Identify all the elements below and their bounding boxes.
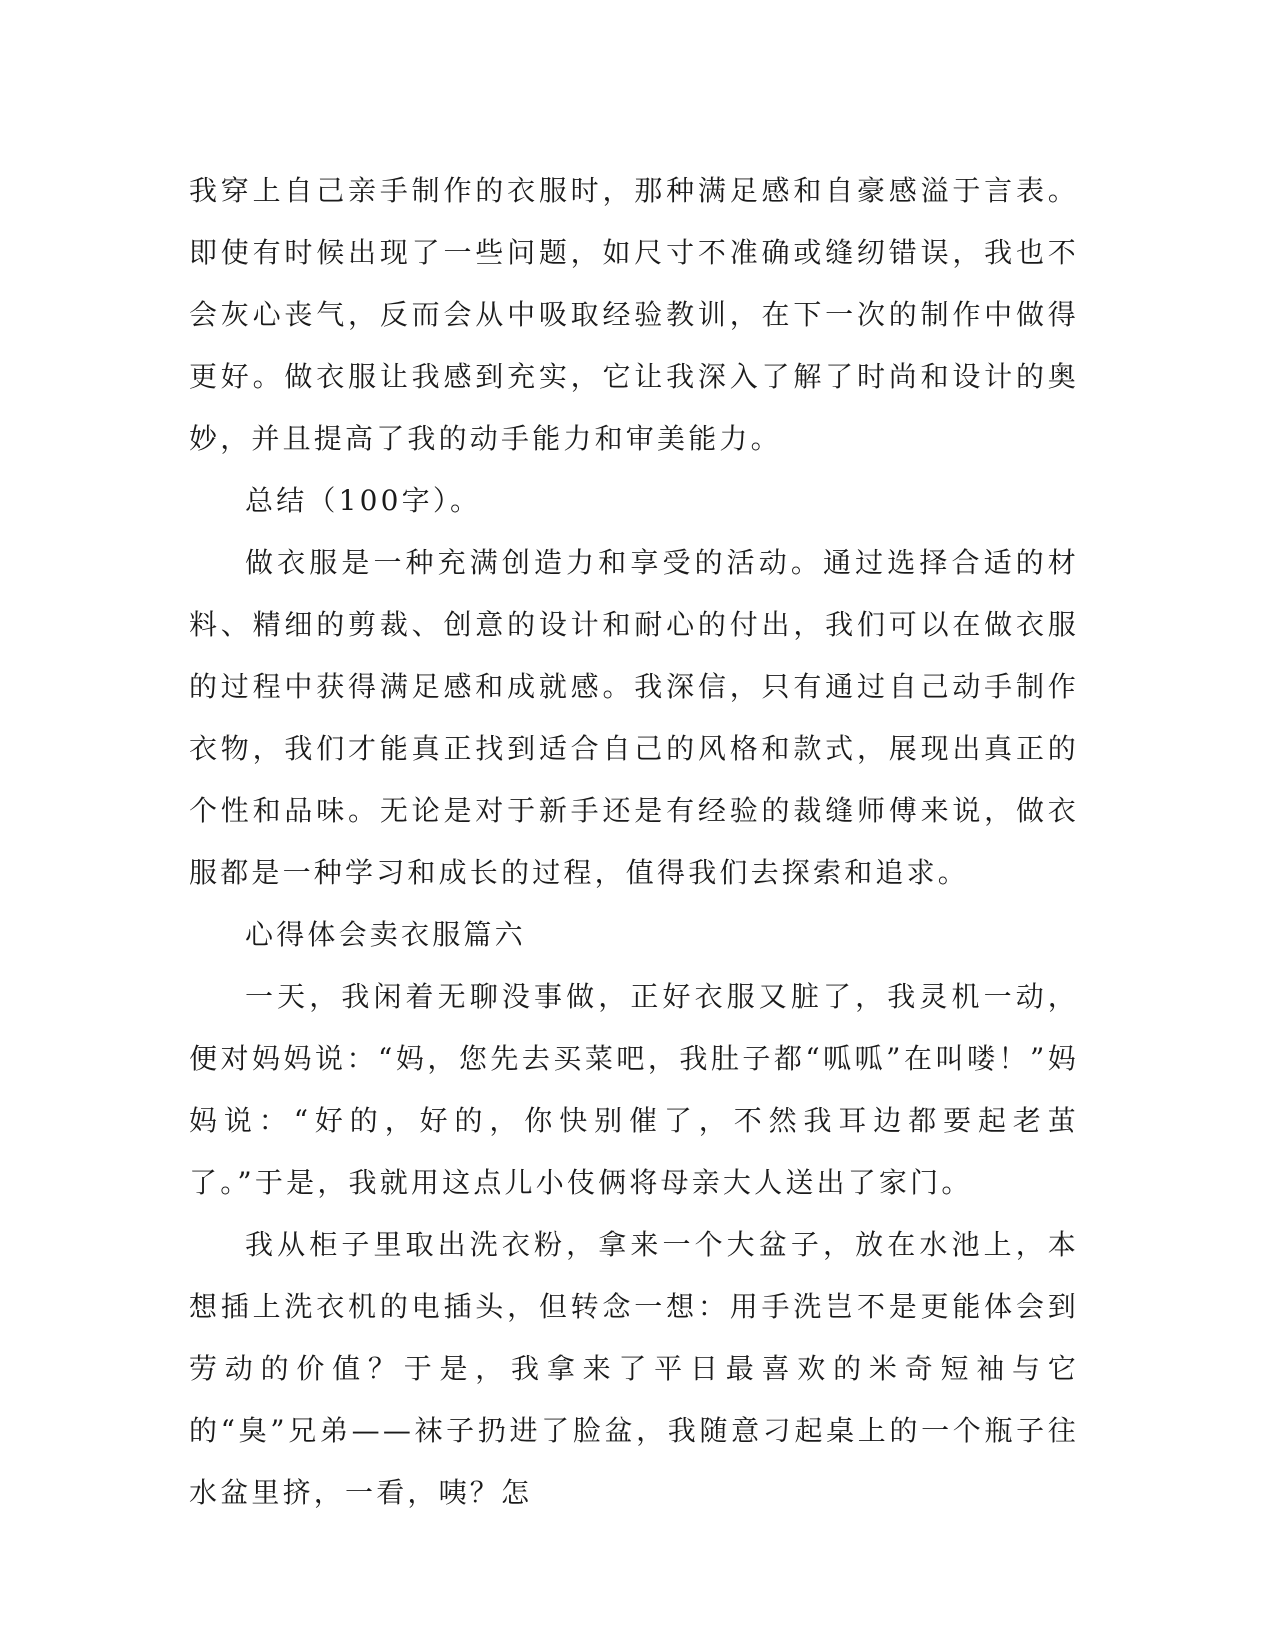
document-body: [189, 160, 1079, 1524]
summary-paragraph: 做衣服是一种充满创造力和享受的活动。通过选择合适的材料、精细的剪裁、创意的设计和耐心的付出，我们可以在做衣服的过程中获得满足感和成就感。我深信，只有通过自己动手制作衣物，我们才能真正找到适合自己的风格和款式，展现出真正的个性和品味。无论是对于新手还是有经验的裁缝师傅来说，做衣服都是一种学习和成长的过程，值得我们去探索和追求。: [189, 546, 1079, 889]
section-heading: 心得体会卖衣服篇六: [245, 918, 526, 951]
section-paragraph-2: 我从柜子里取出洗衣粉，拿来一个大盆子，放在水池上，本想插上洗衣机的电插头，但转念一想：用手洗岂不是更能体会到劳动的价值？于是，我拿来了平日最喜欢的米奇短袖与它的“臭”兄弟——袜子扔进了脸盆，我随意刁起桌上的一个瓶子往水盆里挤，一看，咦？怎: [189, 1228, 1079, 1509]
paragraph-continued: 我穿上自己亲手制作的衣服时，那种满足感和自豪感溢于言表。即使有时候出现了一些问题，如尺寸不准确或缝纫错误，我也不会灰心丧气，反而会从中吸取经验教训，在下一次的制作中做得更好。做衣服让我感到充实，它让我深入了解了时尚和设计的奥妙，并且提高了我的动手能力和审美能力。: [189, 174, 1079, 455]
summary-heading: 总结（100字）。: [245, 484, 482, 517]
section-paragraph-1: 一天，我闲着无聊没事做，正好衣服又脏了，我灵机一动，便对妈妈说：“妈，您先去买菜吧，我肚子都“呱呱”在叫喽！”妈妈说：“好的，好的，你快别催了，不然我耳边都要起老茧了。”于是，我就用这点儿小伎俩将母亲大人送出了家门。: [189, 980, 1079, 1199]
